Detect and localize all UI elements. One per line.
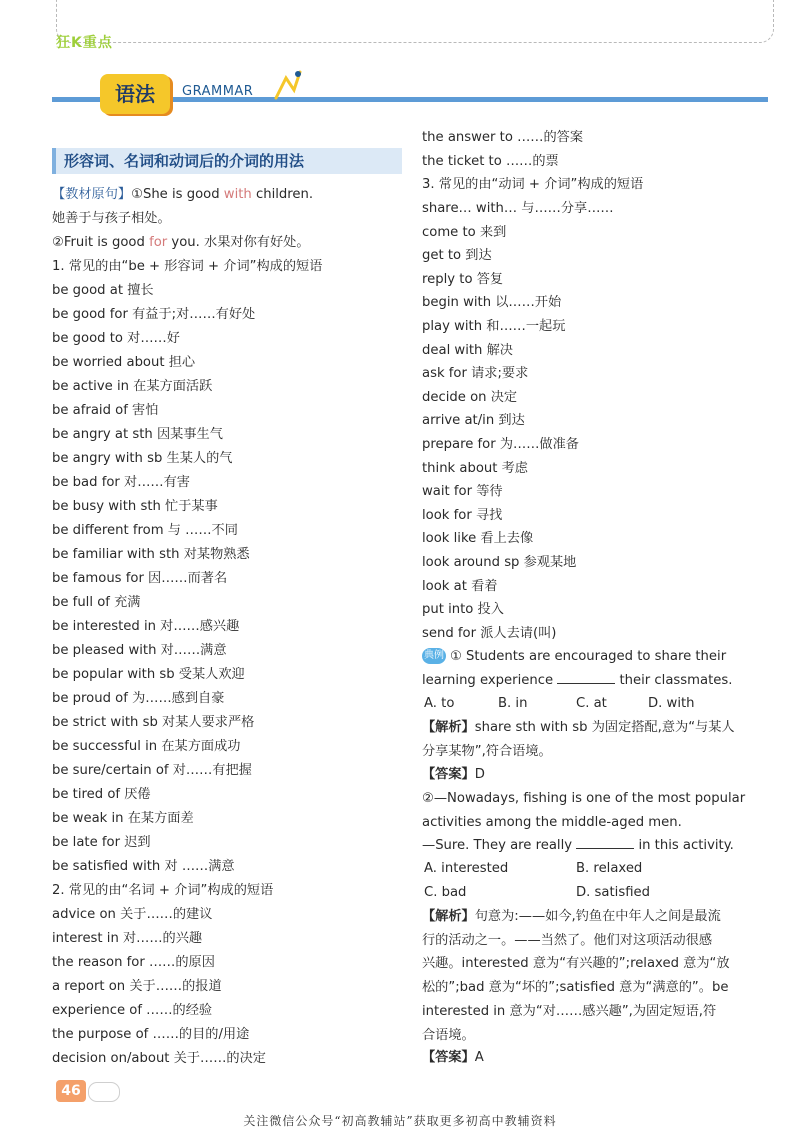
q1-option-c: C. at [576,696,607,711]
q2-option-d: D. satisfied [576,885,650,900]
phrase-item: be good at 擅长 [52,283,154,298]
phrase-item: be afraid of 害怕 [52,403,159,418]
q2-option-b: B. relaxed [576,861,643,876]
phrase-item: decision on/about 关于……的决定 [52,1051,266,1066]
phrase-item: be different from 与 ……不同 [52,523,238,538]
phrase-item: be successful in 在某方面成功 [52,739,241,754]
phrase-item: reply to 答复 [422,271,504,287]
heading-3: 3. 常见的由“动词 + 介词”构成的短语 [422,177,644,192]
swoosh-icon [272,68,302,102]
phrase-item: be familiar with sth 对某物熟悉 [52,547,250,562]
footer-note: 关注微信公众号“初高教辅站”获取更多初高中教辅资料 [243,1114,557,1128]
q1-analysis: 【解析】share sth with sb 为固定搭配,意为“与某人 [422,720,735,735]
question-2-line3: —Sure. They are really in this activity. [422,838,734,853]
phrase-item: be famous for 因……而著名 [52,571,228,586]
phrase-item: send for 派人去请(叫) [422,625,557,641]
phrase-item: be busy with sth 忙于某事 [52,499,218,514]
phrase-item: be bad for 对……有害 [52,475,190,490]
q1-option-d: D. with [648,696,695,711]
phrase-item: come to 来到 [422,224,507,240]
q1-option-a: A. to [424,696,455,711]
phrase-item: interest in 对……的兴趣 [52,931,203,946]
source-sentence-1: 【教材原句】①She is good with children. [52,187,314,202]
phrase-item: look at 看着 [422,578,498,594]
page-number: 46 [56,1080,86,1102]
phrase-item: decide on 决定 [422,389,518,405]
phrase-item: be angry at sth 因某事生气 [52,427,223,442]
section-title: 形容词、名词和动词后的介词的用法 [52,148,402,174]
q2-analysis-6: 合语境。 [422,1028,475,1043]
phrase-item: prepare for 为……做准备 [422,437,579,452]
brand-logo: 狂K重点 [56,35,113,51]
phrase-item: be good to 对……好 [52,331,180,346]
heading-1: 1. 常见的由“be + 形容词 + 介词”构成的短语 [52,259,323,274]
heading-2: 2. 常见的由“名词 + 介词”构成的短语 [52,883,274,898]
q2-analysis-3: 兴趣。interested 意为“有兴趣的”;relaxed 意为“放 [422,956,730,971]
source-sentence-1-cn: 她善于与孩子相处。 [52,211,171,226]
answer-blank [576,836,634,849]
phrase-item: the ticket to ……的票 [422,153,559,169]
phrase-item: share… with… 与……分享…… [422,201,614,216]
q2-analysis-4: 松的”;bad 意为“坏的”;satisfied 意为“满意的”。be [422,980,729,995]
source-sentence-2: ②Fruit is good for you. 水果对你有好处。 [52,235,310,250]
source-tag: 【教材原句】 [52,187,132,202]
phrase-item: the answer to ……的答案 [422,130,584,145]
phrase-item: be strict with sb 对某人要求严格 [52,715,255,730]
grammar-badge: 语法 [100,74,170,114]
question-1-line2: learning experience their classmates. [422,673,733,688]
phrase-item: be late for 迟到 [52,835,151,850]
phrase-item: wait for 等待 [422,484,503,500]
phrase-item: look like 看上去像 [422,531,534,547]
q2-answer: 【答案】A [422,1050,484,1065]
answer-blank [557,671,615,684]
phrase-item: be popular with sb 受某人欢迎 [52,667,245,682]
grammar-label: GRAMMAR [182,84,254,99]
phrase-item: be active in 在某方面活跃 [52,379,213,394]
q2-analysis-5: interested in 意为“对……感兴趣”,为固定短语,符 [422,1004,717,1019]
phrase-item: be angry with sb 生某人的气 [52,451,233,466]
q2-option-c: C. bad [424,885,467,900]
phrase-item: be pleased with 对……满意 [52,643,227,658]
q1-analysis-2: 分享某物”,符合语境。 [422,744,552,759]
example-icon: 典例 [422,648,446,664]
phrase-item: be sure/certain of 对……有把握 [52,763,252,778]
question-1: 典例 ① Students are encouraged to share their [424,649,727,664]
phrase-item: play with 和……一起玩 [422,319,566,334]
phrase-item: be full of 充满 [52,595,141,610]
top-frame [56,0,774,43]
question-2: ②—Nowadays, fishing is one of the most popular [422,791,746,806]
phrase-item: look around sp 参观某地 [422,555,577,570]
phrase-item: begin with 以……开始 [422,295,562,311]
q2-analysis-2: 行的活动之一。——当然了。他们对这项活动很感 [422,933,713,948]
phrase-item: be proud of 为……感到自豪 [52,691,225,706]
phrase-item: look for 寻找 [422,507,503,523]
phrase-item: the reason for ……的原因 [52,955,215,970]
phrase-item: a report on 关于……的报道 [52,979,222,994]
q1-option-b: B. in [498,696,528,711]
phrase-item: deal with 解决 [422,342,513,358]
page-tab [88,1082,120,1102]
phrase-item: be satisfied with 对 ……满意 [52,859,235,874]
phrase-item: put into 投入 [422,602,504,618]
phrase-item: ask for 请求;要求 [422,366,529,382]
phrase-item: be worried about 担心 [52,355,196,370]
phrase-item: be tired of 厌倦 [52,787,151,802]
phrase-item: advice on 关于……的建议 [52,907,213,922]
phrase-item: arrive at/in 到达 [422,413,525,429]
q1-answer: 【答案】D [422,767,485,782]
phrase-item: be weak in 在某方面差 [52,811,194,826]
phrase-item: think about 考虑 [422,460,528,476]
q2-analysis: 【解析】句意为:——如今,钓鱼在中年人之间是最流 [422,909,721,924]
phrase-item: the purpose of ……的目的/用途 [52,1027,250,1042]
phrase-item: be good for 有益于;对……有好处 [52,307,256,322]
question-2-line2: activities among the middle-aged men. [422,815,682,830]
phrase-item: get to 到达 [422,248,492,264]
q2-option-a: A. interested [424,861,509,876]
phrase-item: experience of ……的经验 [52,1003,213,1018]
phrase-item: be interested in 对……感兴趣 [52,619,240,634]
